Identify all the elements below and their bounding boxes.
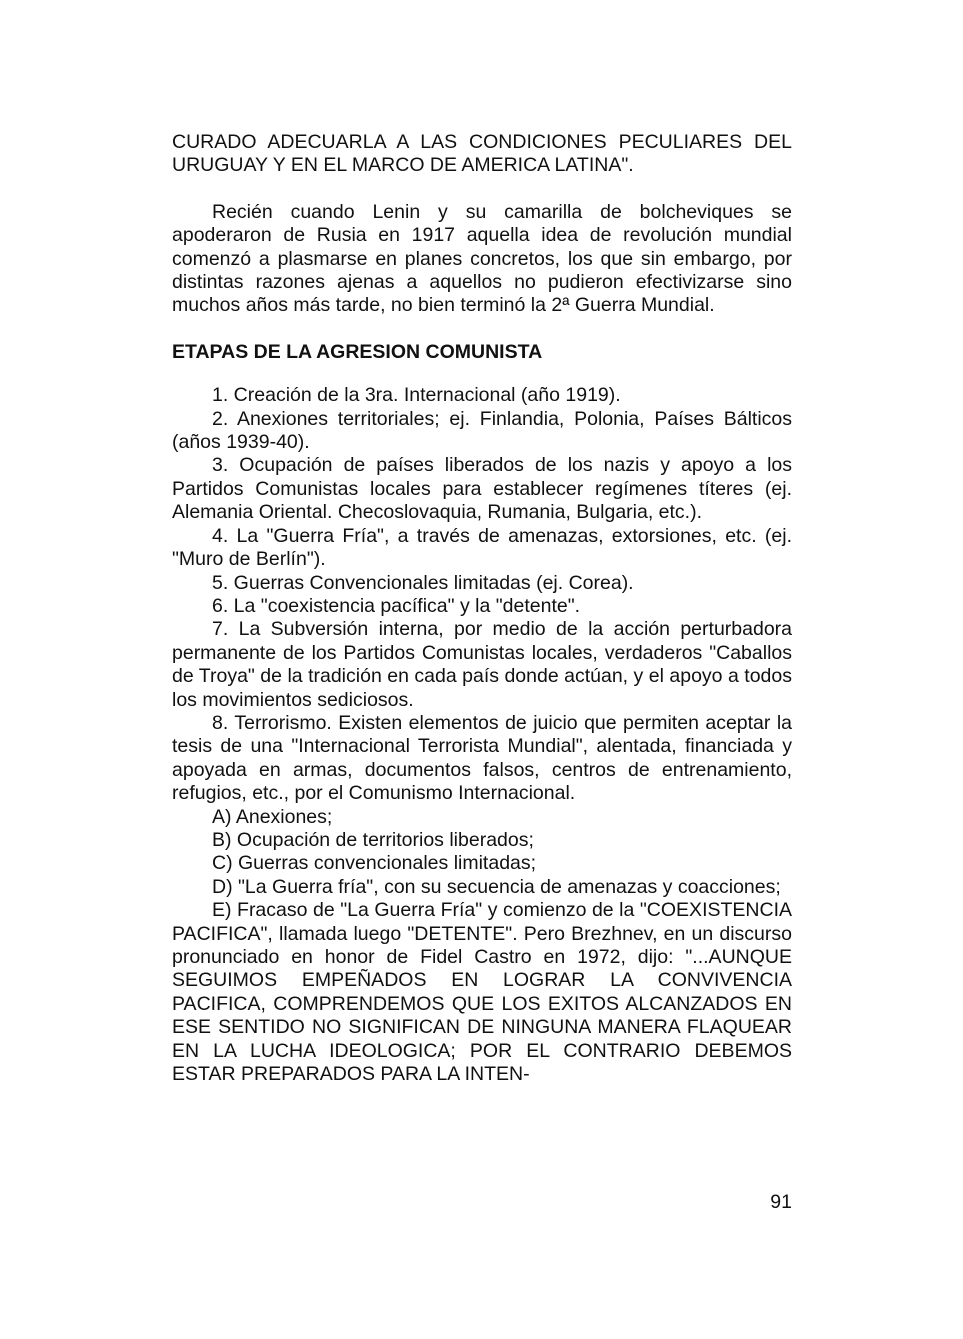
list-item: A) Anexiones; — [212, 805, 333, 828]
section-heading: ETAPAS DE LA AGRESION COMUNISTA — [172, 340, 543, 363]
list-item: 5. Guerras Convencionales limitadas (ej. Corea). — [212, 571, 634, 594]
list-item: 2. Anexiones territoriales; ej. Finlandia, Polonia, Países Bálticos (años 1939-40). — [172, 407, 792, 454]
list-item: 1. Creación de la 3ra. Internacional (año 1919). — [212, 384, 621, 407]
list-item: 6. La "coexistencia pacífica" y la "detente". — [212, 594, 581, 617]
paragraph-continuation: CURADO ADECUARLA A LAS CONDICIONES PECULIARES DEL URUGUAY Y EN EL MARCO DE AMERICA LATINA". — [172, 131, 792, 177]
list-item: 3. Ocupación de países liberados de los nazis y apoyo a los Partidos Comunistas locales para establecer regímenes títeres (ej. Alemania Oriental. Checoslovaquia, Rumania, Bulgaria, etc.). — [172, 454, 792, 524]
list-item: E) Fracaso de "La Guerra Fría" y comienzo de la "COEXISTENCIA PACIFICA", llamada luego "DETENTE". Pero Brezhnev, en un discurso pronunciado en honor de Fidel Castro en 1972, dijo: "...AUNQUE SEGUIMOS EMPEÑADOS EN LOGRAR LA CONVIVENCIA PACIFICA, COMPRENDEMOS QUE LOS EXITOS ALCANZADOS EN ESE SENTIDO NO SIGNIFICAN DE NINGUNA MANERA FLAQUEAR EN LA LUCHA IDEOLOGICA; POR EL CONTRARIO DEBEMOS ESTAR PREPARADOS PARA LA INTEN- — [172, 899, 792, 1086]
list-item: 4. La "Guerra Fría", a través de amenazas, extorsiones, etc. (ej. "Muro de Berlín"). — [172, 524, 792, 571]
sub-list — [172, 806, 792, 1087]
page-number: 91 — [770, 1191, 792, 1213]
paragraph-lenin: Recién cuando Lenin y su camarilla de bolcheviques se apoderaron de Rusia en 1917 aquella idea de revolución mundial comenzó a plasmarse en planes concretos, los que sin embargo, por distintas razones ajenas a aquellos no pudieron efectivizarse sino muchos años más tarde, no bien terminó la 2ª Guerra Mundial. — [172, 200, 792, 317]
list-item: 7. La Subversión interna, por medio de la acción perturbadora permanente de los Partidos Comunistas locales, verdaderos "Caballos de Troya" de la tradición en cada país donde actúan, y el apoyo a todos los movimientos sediciosos. — [172, 618, 792, 711]
list-item: 8. Terrorismo. Existen elementos de juicio que permiten aceptar la tesis de una "Internacional Terrorista Mundial", alentada, financiada y apoyada en armas, documentos falsos, centros de entrenamiento, refugios, etc., por el Comunismo Internacional. — [172, 711, 792, 805]
list-item: B) Ocupación de territorios liberados; — [212, 828, 534, 851]
list-item: D) "La Guerra fría", con su secuencia de amenazas y coacciones; — [212, 875, 781, 898]
page-body — [172, 131, 792, 1086]
stages-list — [172, 384, 792, 805]
list-item: C) Guerras convencionales limitadas; — [212, 852, 537, 875]
